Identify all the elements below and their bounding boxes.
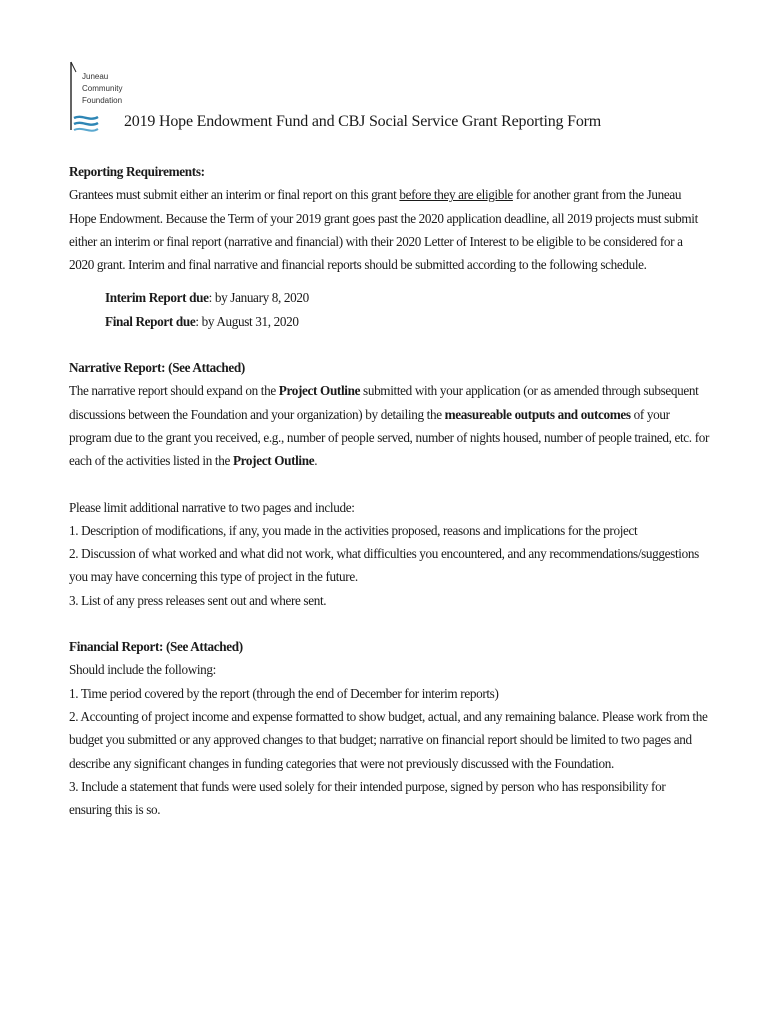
reporting-heading: Reporting Requirements: xyxy=(69,164,205,179)
narrative-text-d: . xyxy=(314,453,318,469)
narrative-text-b: submitted with your application (or as amended through subsequent discussions between the Foundation and your organization) by detailing the xyxy=(69,383,699,422)
final-due-line xyxy=(69,310,709,333)
narrative-text-c: of your program due to the grant you received, e.g., number of people served, number of nights housed, number of people trained, etc. for each of the activities listed in the xyxy=(69,406,710,469)
narrative-item-1: 1. Description of modifications, if any, you made in the activities proposed, reasons and implications for the project xyxy=(69,522,638,538)
narrative-text-a: The narrative report should expand on the xyxy=(69,383,279,399)
financial-heading: Financial Report: (See Attached) xyxy=(69,639,243,655)
eligibility-underline: before they are eligible xyxy=(399,187,513,203)
narrative-bold-project-outline-2: Project Outline xyxy=(232,453,315,469)
logo-text-line3: Foundation xyxy=(82,96,123,105)
financial-item-3: 3. Include a statement that funds were used solely for their intended purpose, signed by person who has responsibility for ensuring this is so. xyxy=(69,778,666,818)
financial-item-2: 2. Accounting of project income and expense formatted to show budget, actual, and any remaining balance. Please work from the budget you submitted or any approved changes to that budget; narrative on financial report should be limited to two pages and describe any significant changes in funding categories that were not previously discussed with the Foundation. xyxy=(69,708,708,771)
interim-due-line xyxy=(69,286,709,309)
interim-label: Interim Report due xyxy=(105,290,209,306)
reporting-text-b: for another grant from the Juneau Hope Endowment. Because the Term of your 2019 grant goes past the 2020 application deadline, all 2019 projects must submit either an interim or final report (narrative and financial) with their 2020 Letter of Interest to be eligible to be considered for a 2020 grant. Interim and final narrative and financial reports should be submitted according to the following schedule. xyxy=(69,187,698,273)
final-value: : by August 31, 2020 xyxy=(195,313,299,329)
interim-value: : by January 8, 2020 xyxy=(208,290,309,306)
narrative-item-2: 2. Discussion of what worked and what did not work, what difficulties you encountered, and any recommendations/suggestions you may have concerning this type of project in the future. xyxy=(69,546,699,585)
narrative-paragraph xyxy=(69,379,709,472)
narrative-bold-outcomes: measureable outputs and outcomes xyxy=(444,406,631,422)
financial-intro: Should include the following: xyxy=(69,662,216,678)
financial-item-1: 1. Time period covered by the report (through the end of December for interim reports) xyxy=(69,685,499,701)
foundation-logo xyxy=(66,60,128,134)
reporting-paragraph xyxy=(69,183,709,276)
logo-text-line2: Community xyxy=(82,84,123,93)
document-body xyxy=(69,160,709,821)
narrative-limit: Please limit additional narrative to two pages and include: xyxy=(69,499,355,515)
narrative-heading: Narrative Report: (See Attached) xyxy=(69,360,245,376)
narrative-bold-project-outline: Project Outline xyxy=(278,383,361,399)
final-label: Final Report due xyxy=(105,313,196,329)
document-title: 2019 Hope Endowment Fund and CBJ Social Service Grant Reporting Form xyxy=(124,113,602,130)
logo-text-line1: Juneau xyxy=(82,72,109,81)
narrative-item-3: 3. List of any press releases sent out and where sent. xyxy=(69,592,327,608)
reporting-text-a: Grantees must submit either an interim or final report on this grant xyxy=(69,187,400,203)
